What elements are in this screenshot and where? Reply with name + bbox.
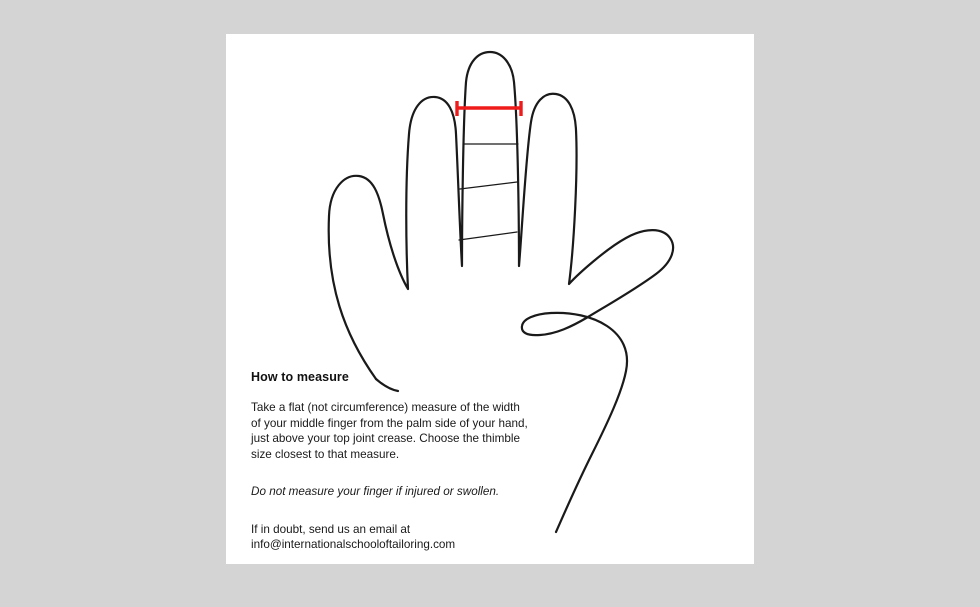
instructions-contact	[251, 522, 551, 553]
instructions-text	[251, 370, 551, 553]
instructions-heading: How to measure	[251, 370, 349, 384]
contact-email: info@internationalschooloftailoring.com	[251, 538, 456, 552]
instructions-body	[251, 400, 551, 462]
instructions-warning: Do not measure your finger if injured or swollen.	[251, 485, 500, 499]
instructions-body-line: size closest to that measure.	[251, 447, 400, 461]
instructions-body-line: of your middle finger from the palm side of your hand,	[251, 416, 528, 430]
measure-bar-icon	[456, 101, 522, 116]
instructions-body-line: Take a flat (not circumference) measure of the width	[251, 401, 520, 414]
contact-line: If in doubt, send us an email at	[251, 522, 411, 536]
instructions-body-line: just above your top joint crease. Choose the thimble	[251, 432, 520, 446]
instruction-card	[226, 34, 754, 564]
